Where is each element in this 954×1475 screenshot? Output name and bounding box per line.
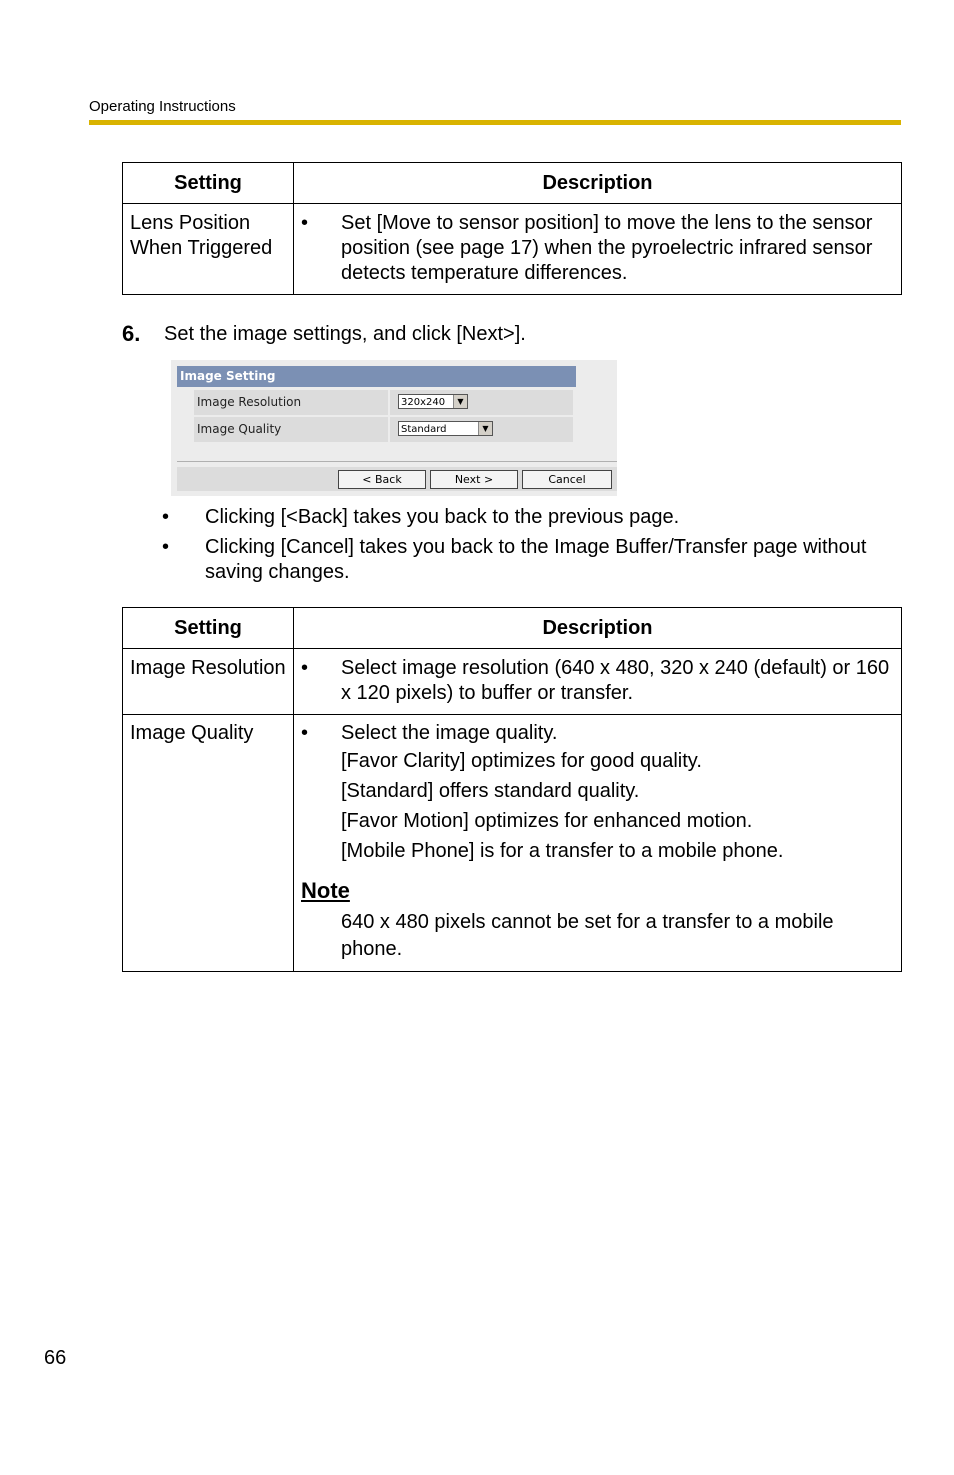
bullet-list [162,505,902,585]
back-button[interactable]: < Back [338,470,426,489]
divider [177,461,617,462]
next-button[interactable]: Next > [430,470,518,489]
list-item-text: Clicking [<Back] takes you back to the previous page. [205,506,680,528]
description-text: Select image resolution (640 x 480, 320 x 240 (default) or 160 x 120 pixels) to buffer or transfer. [341,657,890,704]
quality-label: Image Quality [194,417,388,442]
page-number: 66 [44,1347,67,1369]
resolution-label: Image Resolution [194,390,388,415]
quality-option-line: [Mobile Phone] is for a transfer to a mobile phone. [341,840,784,862]
quality-row [194,417,573,442]
description-cell [294,649,902,715]
panel-title: Image Setting [177,366,576,387]
note-title: Note [301,878,350,903]
bullet: • [162,506,170,528]
bullet: • [162,536,170,558]
setting-cell: Lens Position When Triggered [123,204,294,295]
header-rule [89,120,901,125]
resolution-value: 320x240 [401,397,446,408]
description-text: Select the image quality. [341,722,558,744]
quality-value: Standard [401,424,447,435]
bullet: • [301,212,309,234]
header-label: Operating Instructions [89,98,236,115]
list-item [162,505,902,530]
chevron-down-icon[interactable]: ▼ [478,422,492,435]
list-item-text: Clicking [Cancel] takes you back to the Image Buffer/Transfer page without saving changes. [205,536,867,583]
table-header-setting: Setting [123,163,294,204]
bullet: • [301,722,309,744]
settings-table-lens [122,162,902,295]
table-header-description: Description [294,163,902,204]
settings-table-image [122,607,902,972]
resolution-select[interactable] [398,394,468,409]
quality-select[interactable] [398,421,493,436]
image-setting-screenshot [171,360,617,496]
description-cell [294,715,902,972]
table-row [123,649,902,715]
quality-option-line: [Standard] offers standard quality. [341,780,640,802]
description-cell [294,204,902,295]
resolution-row [194,390,573,415]
quality-option-line: [Favor Clarity] optimizes for good quality. [341,750,702,772]
chevron-down-icon[interactable]: ▼ [453,395,467,408]
note-text: 640 x 480 pixels cannot be set for a transfer to a mobile phone. [341,911,834,960]
quality-option-line: [Favor Motion] optimizes for enhanced motion. [341,810,753,832]
setting-cell: Image Resolution [123,649,294,715]
table-row [123,715,902,972]
bullet: • [301,657,309,679]
list-item [162,535,902,585]
table-row [123,204,902,295]
step-text: Set the image settings, and click [Next>]. [164,323,526,345]
setting-cell: Image Quality [123,715,294,972]
description-text: Set [Move to sensor position] to move the lens to the sensor position (see page 17) when the pyroelectric infrared sensor detects temperature differences. [341,212,873,284]
table-header-setting: Setting [123,608,294,649]
cancel-button[interactable]: Cancel [522,470,612,489]
step-number: 6. [122,321,141,346]
table-header-description: Description [294,608,902,649]
